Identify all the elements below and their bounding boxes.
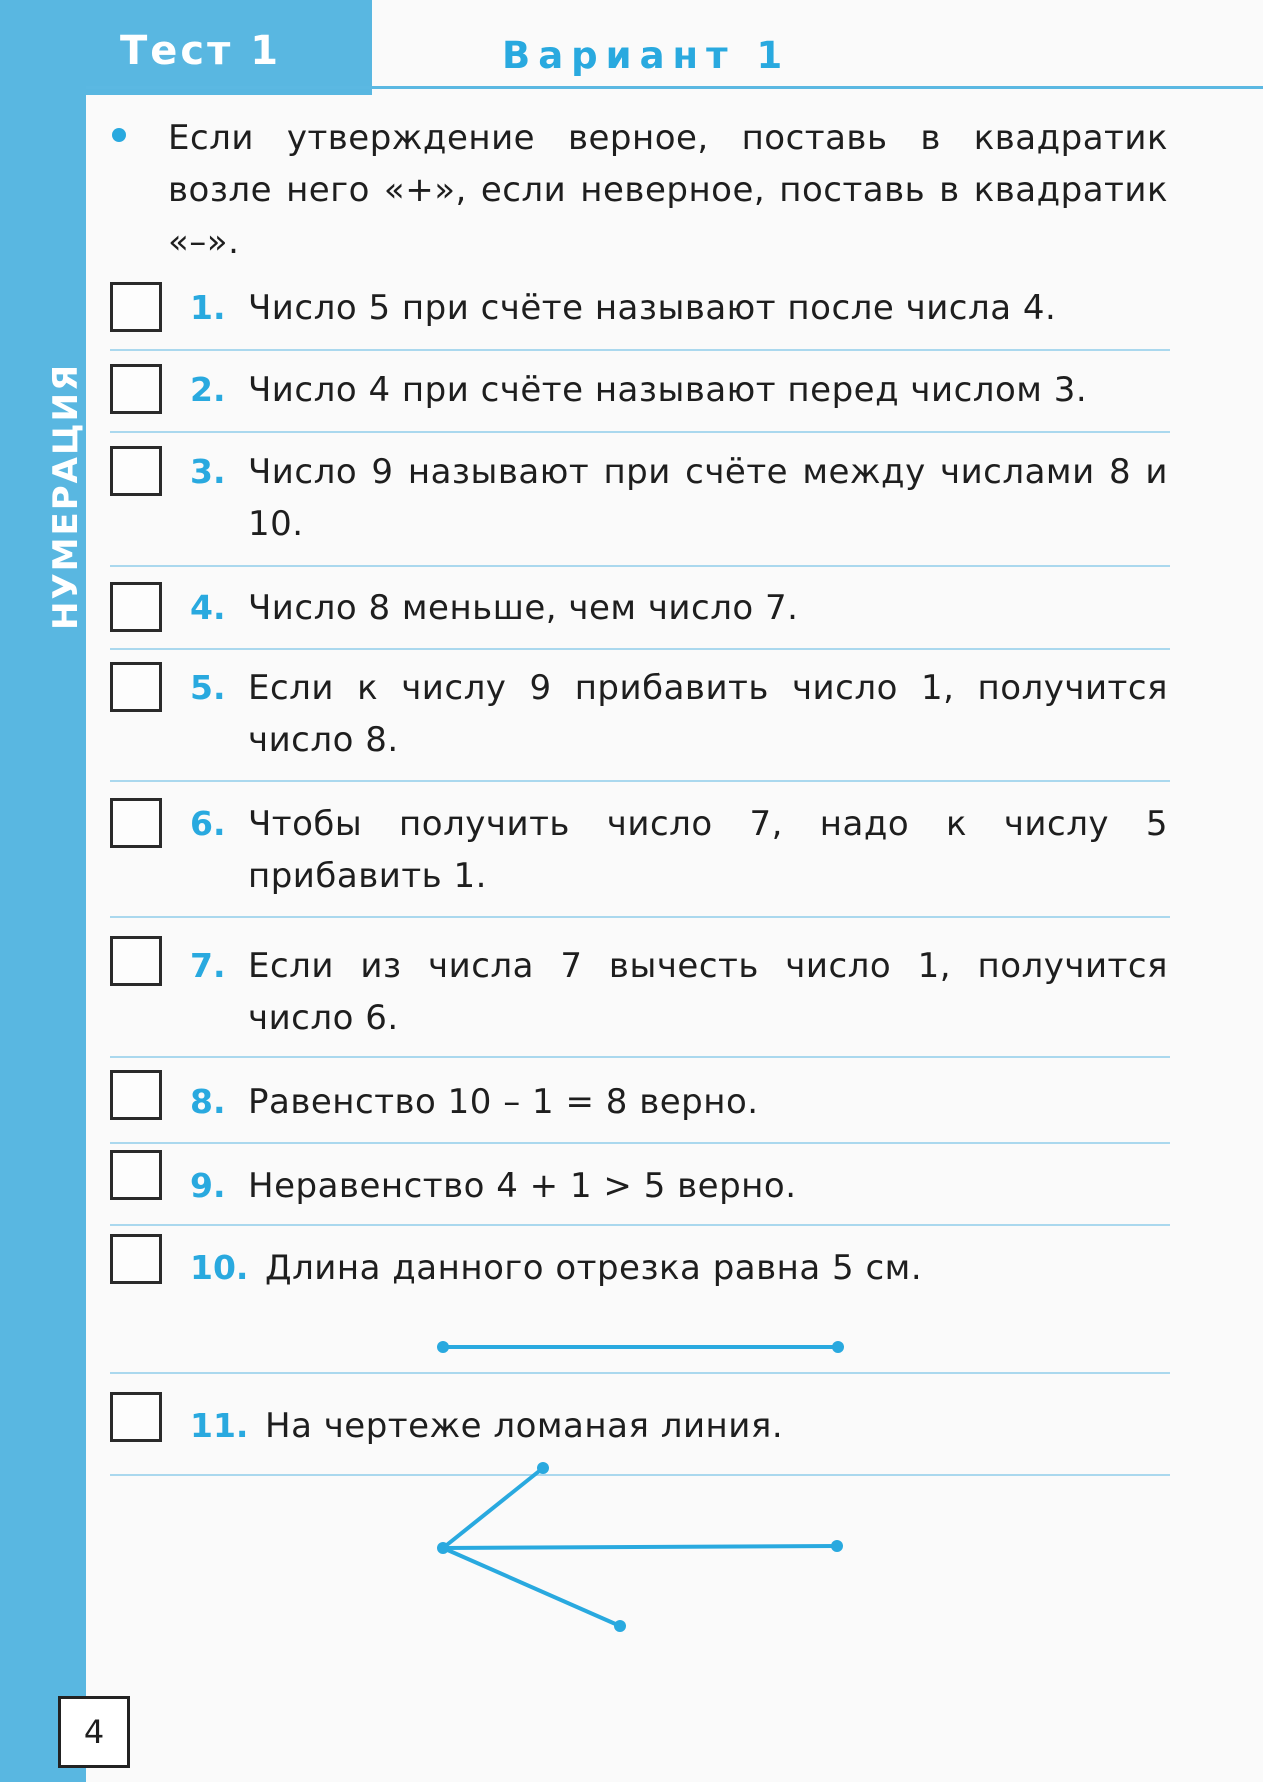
item-number: 4. xyxy=(190,588,226,627)
instruction-text: Если утверждение верное, поставь в квадратик возле него «+», если неверное, поставь в квадратик «–». xyxy=(168,118,1168,262)
item-number: 6. xyxy=(190,804,226,843)
test-title: Тест 1 xyxy=(120,28,282,74)
item-text: Число 4 при счёте называют перед числом 3. xyxy=(248,370,1088,410)
item-text: Неравенство 4 + 1 > 5 верно. xyxy=(248,1166,797,1206)
item-text: Если к числу 9 прибавить число 1, получится число 8. xyxy=(248,668,1168,760)
section-label-text: НУМЕРАЦИЯ xyxy=(46,362,86,630)
item-number: 7. xyxy=(190,946,226,985)
item-number: 2. xyxy=(190,370,226,409)
variant-title: Вариант 1 xyxy=(502,34,791,77)
item-text: Число 5 при счёте называют после числа 4. xyxy=(248,288,1057,328)
item-text: Чтобы получить число 7, надо к числу 5 прибавить 1. xyxy=(248,804,1168,896)
item-number: 8. xyxy=(190,1082,226,1121)
item-text: Если из числа 7 вычесть число 1, получится число 6. xyxy=(248,946,1168,1038)
item-number: 3. xyxy=(190,452,226,491)
item-number: 1. xyxy=(190,288,226,327)
item-number: 9. xyxy=(190,1166,226,1205)
page-number: 4 xyxy=(58,1696,130,1768)
item-text: Число 8 меньше, чем число 7. xyxy=(248,588,799,628)
item-text: Число 9 называют при счёте между числами 8 и 10. xyxy=(248,452,1168,544)
item-text: На чертеже ломаная линия. xyxy=(265,1406,784,1446)
item-number: 11. xyxy=(190,1406,249,1445)
item-text: Длина данного отрезка равна 5 см. xyxy=(265,1248,923,1288)
item-text: Равенство 10 – 1 = 8 верно. xyxy=(248,1082,759,1122)
item-number: 10. xyxy=(190,1248,249,1287)
item-number: 5. xyxy=(190,668,226,707)
rays-figure xyxy=(437,1462,843,1632)
segment-figure xyxy=(437,1341,844,1353)
